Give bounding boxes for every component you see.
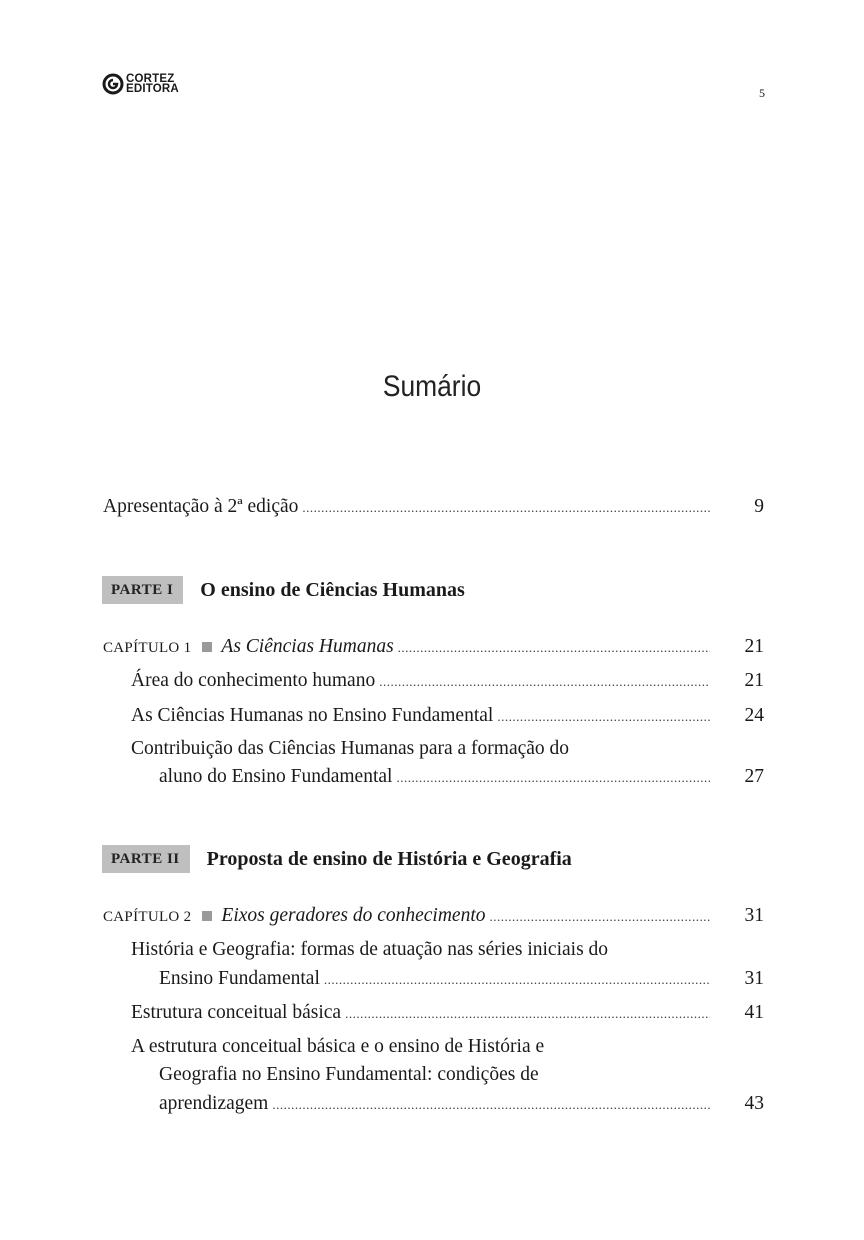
part-title: Proposta de ensino de História e Geografia (206, 847, 572, 870)
toc-entry-text: As Ciências Humanas no Ensino Fundamental (131, 705, 494, 726)
toc-entry-page: 31 (744, 968, 764, 989)
dot-leader (490, 909, 710, 925)
chapter-title: As Ciências Humanas (221, 636, 394, 657)
logo-line-2: EDITORA (126, 83, 179, 95)
toc-entry-line[interactable]: História e Geografia: formas de atuação nas séries iniciais do (131, 939, 609, 960)
toc-entry-line[interactable]: Contribuição das Ciências Humanas para a formação do (131, 738, 570, 759)
publisher-logo (102, 73, 179, 95)
toc-entry-page: 24 (744, 705, 764, 726)
dot-leader (379, 674, 710, 690)
toc-entry-line[interactable]: Geografia no Ensino Fundamental: condições de (159, 1064, 539, 1085)
toc-entry-intro[interactable] (103, 496, 764, 518)
toc-entry[interactable] (131, 1002, 764, 1024)
part-title: O ensino de Ciências Humanas (200, 578, 465, 601)
square-bullet-icon (202, 911, 212, 921)
toc-chapter-1[interactable] (103, 636, 764, 658)
chapter-label: CAPÍTULO 2 (103, 909, 192, 925)
toc-entry[interactable] (131, 705, 764, 727)
toc-entry-text: Estrutura conceitual básica (131, 1002, 342, 1023)
toc-entry-page: 21 (744, 670, 764, 691)
toc-entry-page: 43 (744, 1093, 764, 1114)
toc-entry[interactable] (159, 766, 764, 788)
toc-entry-page: 21 (744, 636, 764, 657)
dot-leader (272, 1097, 710, 1113)
toc-entry[interactable] (131, 670, 764, 692)
toc-entry-page: 27 (744, 766, 764, 787)
chapter-title: Eixos geradores do conhecimento (221, 905, 486, 926)
toc-entry-text: Ensino Fundamental (159, 968, 320, 989)
chapter-label: CAPÍTULO 1 (103, 640, 192, 656)
toc-entry-page: 41 (744, 1002, 764, 1023)
dot-leader (302, 500, 710, 516)
toc-entry-line[interactable]: A estrutura conceitual básica e o ensino de História e (131, 1036, 545, 1057)
page-title: Sumário (382, 370, 482, 403)
toc-entry-page: 31 (744, 905, 764, 926)
logo-line-1: CORTEZ (126, 73, 175, 85)
toc-entry-text: aprendizagem (159, 1093, 269, 1114)
toc-entry-page: 9 (754, 496, 764, 517)
toc-entry-text: Apresentação à 2ª edição (103, 496, 299, 517)
toc-entry[interactable] (159, 1093, 764, 1115)
dot-leader (324, 972, 710, 988)
part-badge: PARTE I (102, 576, 183, 604)
cortez-logo-icon (102, 73, 124, 95)
dot-leader (396, 770, 710, 786)
part-heading-1 (102, 576, 465, 604)
dot-leader (345, 1006, 710, 1022)
toc-entry-text: aluno do Ensino Fundamental (159, 766, 393, 787)
toc-entry-text: Área do conhecimento humano (131, 670, 376, 691)
toc-chapter-2[interactable] (103, 905, 764, 927)
square-bullet-icon (202, 642, 212, 652)
dot-leader (497, 709, 710, 725)
part-badge: PARTE II (102, 845, 190, 873)
page-number: 5 (759, 86, 765, 100)
dot-leader (398, 640, 710, 656)
toc-entry[interactable] (159, 968, 764, 990)
part-heading-2 (102, 845, 572, 873)
